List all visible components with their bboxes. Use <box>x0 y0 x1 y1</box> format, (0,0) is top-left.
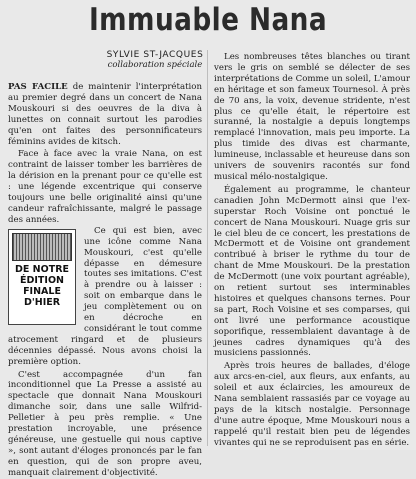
byline-block <box>90 50 220 70</box>
teaser-label: DE NOTRE ÉDITION FINALE D'HIER <box>15 263 69 308</box>
author-role: collaboration spéciale <box>107 60 203 70</box>
paragraph-text: de maintenir l'interprétation au premier degré dans un concert de Nana Mouskouri si des oeuvres de la diva à lunettes on connait surtout les parodies qu'en ont faites des personnificateurs féminins avides de kitsch. <box>8 82 203 147</box>
paragraph-6: Également au programme, le chanteur canadien John McDermott ainsi que l'ex-superstar Roch Voisine ont ponctué le concert de Nana Mouskouri. Nuage gris sur le ciel bleu de ce concert, les prestations de McDermott et de Voisine ont grandement contribué à briser le rythme du tour de chant de Mme Mouskouri. De la prestation de McDermott (une voix pourtant agréable), on retient surtout ses interminables histoires et quelques chansons ternes. Pour sa part, Roch Voisine et ses comparses, qui ont livré une performance acoustique soporifique, ressemblaient davantage à de jeunes cadres dynamiques qu'à des musiciens passionnés. <box>214 184 410 359</box>
paragraph-5: Les nombreuses têtes blanches ou tirant vers le gris on semblé se délecter de ses interprétations de Comme un soleil, L'amour en héritage et son fameux Tournesol. À près de 70 ans, la voix, devenue stridente, n'est plus ce qu'elle était, le répertoire est suranné, la nostalgie a depuis longtemps remplacé l'innovation, mais peu importe. La plus timide des divas est charmante, lumineuse, inclassable et heureuse dans son univers de souvenirs racontés sur fond musical mélo-nostalgique. <box>214 52 410 182</box>
paragraph-4: C'est accompagnée d'un fan inconditionnel que La Presse a assisté au spectacle que donnait Nana Mouskouri dimanche soir, dans une salle Wilfrid-Pelletier à peu près remplie. « Une prestation incroyable, une présence généreuse, une gestuelle qui nous captive », sont autant d'éloges prononcés par le fan en question, qui de son propre aveu, manquait clairement d'objectivité. <box>8 369 202 478</box>
newspaper-thumbnail-image <box>12 233 72 261</box>
paragraph-3: Ce qui est bien, avec une icône comme Nana Mouskouri, c'est qu'elle dépasse en démesure toutes ses imitations. C'est à prendre ou à laisser : soit on embarque dans le jeu complètement ou on en décroche en considérant le tout comme atrocement ringard et de plusieurs décennies dépassé. Nous avons choisi la première option. <box>8 225 202 367</box>
paragraph-7: Après trois heures de ballades, d'éloge aux arcs-en-ciel, aux fleurs, aux enfants, au soleil et aux éclaircies, les amoureux de Nana semblaient rassasiés par ce voyage au pays de la kitsch nostalgie. Personnage d'une autre époque, Mme Mouskouri nous a rappelé qu'il restait bien peu de légendes vivantes qui ne se reproduisent pas en série. <box>214 361 410 448</box>
headline: Immuable Nana <box>88 2 328 38</box>
lead-in: PAS FACILE <box>8 82 68 92</box>
paragraph-1 <box>8 82 202 147</box>
right-column <box>214 52 410 449</box>
column-divider <box>207 50 208 446</box>
paragraph-2: Face à face avec la vraie Nana, on est contraint de laisser tomber les barrières de la dérision en la prenant pour ce qu'elle est : une légende excentrique qui conserve toujours une belle originalité ainsi qu'une candeur rafraîchissante, malgré le passage des années. <box>8 149 202 225</box>
author-name: SYLVIE ST-JACQUES <box>106 50 204 60</box>
edition-teaser-box <box>8 229 76 325</box>
left-column <box>8 82 202 479</box>
